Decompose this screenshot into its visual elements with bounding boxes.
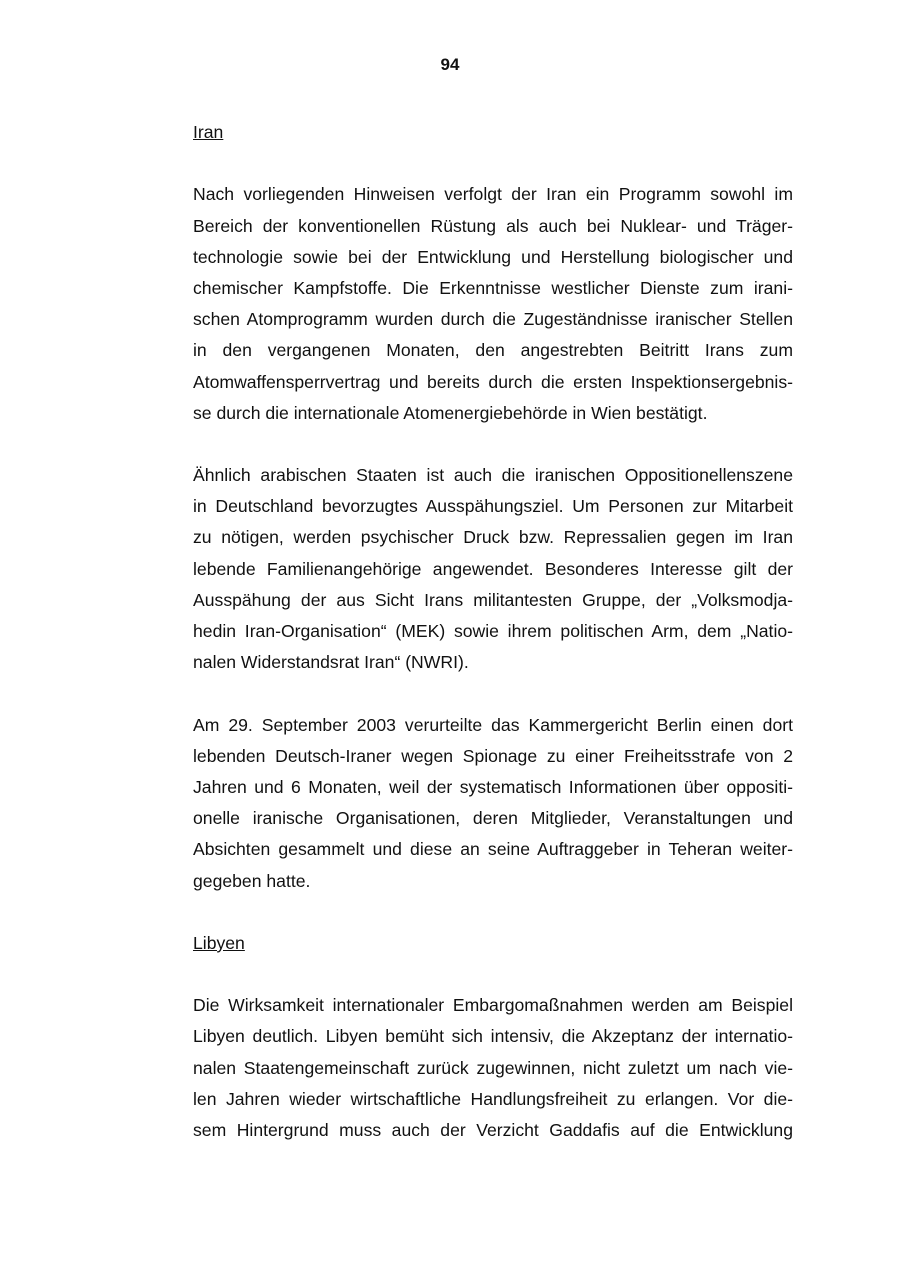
text-line: nalen Widerstandsrat Iran“ (NWRI). — [193, 652, 469, 673]
text-line: gegeben hatte. — [193, 870, 311, 891]
text-line: chemischer Kampfstoffe. Die Erkenntnisse westlicher Dienste zum irani- — [193, 277, 793, 298]
text-line: se durch die internationale Atomenergiebehörde in Wien bestätigt. — [193, 402, 708, 423]
paragraph — [193, 990, 793, 1146]
text-line: schen Atomprogramm wurden durch die Zugeständnisse iranischer Stellen — [193, 309, 793, 330]
paragraph — [193, 710, 793, 897]
text-line: lebenden Deutsch-Iraner wegen Spionage zu einer Freiheitsstrafe von 2 — [193, 745, 793, 766]
text-line: technologie sowie bei der Entwicklung und Herstellung biologischer und — [193, 246, 793, 267]
text-line: Ähnlich arabischen Staaten ist auch die iranischen Oppositionellenszene — [193, 465, 793, 486]
section-heading-libyen: Libyen — [193, 932, 245, 953]
document-body — [193, 117, 793, 1177]
text-line: Jahren und 6 Monaten, weil der systematisch Informationen über oppositi- — [193, 776, 793, 797]
text-line: lebende Familienangehörige angewendet. Besonderes Interesse gilt der — [193, 558, 793, 579]
text-line: onelle iranische Organisationen, deren Mitglieder, Veranstaltungen und — [193, 808, 793, 829]
text-line: len Jahren wieder wirtschaftliche Handlungsfreiheit zu erlangen. Vor die- — [193, 1088, 793, 1109]
section-heading-iran: Iran — [193, 122, 224, 142]
text-line: Nach vorliegenden Hinweisen verfolgt der Iran ein Programm sowohl im — [193, 184, 793, 205]
paragraph — [193, 460, 793, 678]
text-line: sem Hintergrund muss auch der Verzicht Gaddafis auf die Entwicklung — [193, 1120, 793, 1141]
text-line: nalen Staatengemeinschaft zurück zugewinnen, nicht zuletzt um nach vie- — [193, 1057, 793, 1078]
text-line: Absichten gesammelt und diese an seine Auftraggeber in Teheran weiter- — [193, 839, 793, 860]
text-line: in Deutschland bevorzugtes Ausspähungsziel. Um Personen zur Mitarbeit — [193, 496, 793, 517]
text-line: Atomwaffensperrvertrag und bereits durch die ersten Inspektionsergebnis- — [193, 371, 793, 392]
paragraph — [193, 179, 793, 429]
text-line: Die Wirksamkeit internationaler Embargomaßnahmen werden am Beispiel — [193, 995, 793, 1016]
text-line: in den vergangenen Monaten, den angestrebten Beitritt Irans zum — [193, 340, 793, 361]
text-line: Libyen deutlich. Libyen bemüht sich intensiv, die Akzeptanz der internatio- — [193, 1026, 793, 1047]
text-line: Bereich der konventionellen Rüstung als auch bei Nuklear- und Träger- — [193, 215, 793, 236]
page-number: 94 — [440, 55, 460, 74]
text-line: Ausspähung der aus Sicht Irans militantesten Gruppe, der „Volksmodja- — [193, 589, 793, 610]
text-line: Am 29. September 2003 verurteilte das Kammergericht Berlin einen dort — [193, 714, 793, 735]
text-line: hedin Iran-Organisation“ (MEK) sowie ihrem politischen Arm, dem „Natio- — [193, 621, 793, 642]
text-line: zu nötigen, werden psychischer Druck bzw. Repressalien gegen im Iran — [193, 527, 793, 548]
